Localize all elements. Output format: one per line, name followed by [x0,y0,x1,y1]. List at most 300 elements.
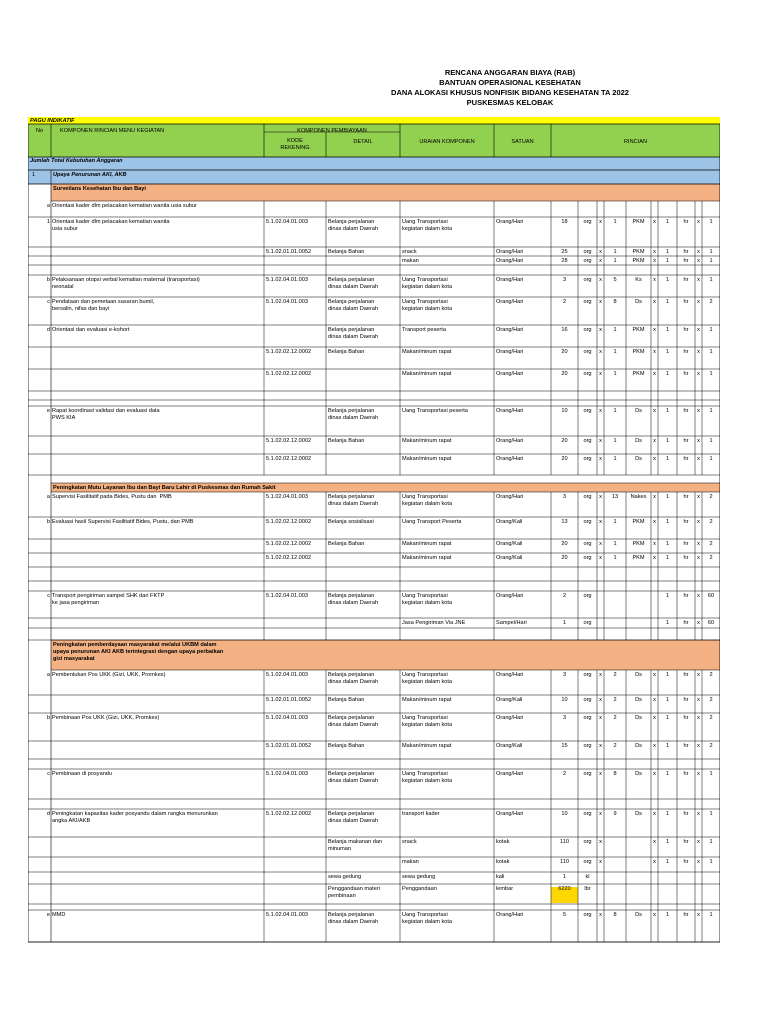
row-qty-unit: PKM [632,541,645,547]
row-detail: Belanja perjalanan dinas dalam Daerah [328,408,379,421]
row-days: 1 [665,859,670,865]
pagu-band [28,117,720,124]
row-uraian: sewa gedung [402,874,436,880]
row-unit: org [583,593,592,599]
row-detail: Belanja perjalanan dinas dalam Daerah [328,593,379,606]
row-activity: Pembinaan Pos UKK (Gizi, UKK, Promkes) [52,715,160,721]
row-unit: org [583,697,592,703]
row-times: x [697,859,700,865]
row-satuan: kotak [496,839,510,845]
row-days: 1 [665,371,670,377]
row-unit: org [583,249,592,255]
row-times: x [653,371,656,377]
row-volume: 3 [562,672,567,678]
jumlah-band [28,157,720,170]
row-number: e [46,912,50,918]
upaya-band [28,170,720,184]
row-frequency: 1 [709,327,713,333]
row-times: x [653,219,656,225]
row-unit: org [583,672,592,678]
row-times: x [697,219,700,225]
row-times: x [653,249,656,255]
row-days: 1 [665,456,670,462]
row-times: x [697,258,700,264]
row-satuan: Orang/Hari [496,349,524,355]
row-qty: 1 [613,519,617,525]
row-times: x [599,494,602,500]
row-times: x [653,438,656,444]
row-qty-unit: Ds [635,672,642,678]
row-detail: Belanja Bahan [328,743,365,749]
row-days: 1 [665,299,670,305]
row-times: x [599,408,602,414]
header-no: No [36,128,44,134]
row-frequency: 2 [709,672,713,678]
row-kode-rekening: 5.1.02.01.01.0052 [266,249,312,255]
row-days-unit: hr [683,299,689,305]
row-detail: sewa gedung [328,874,362,880]
row-volume: 3 [562,277,567,283]
row-detail: Belanja Bahan [328,541,365,547]
row-volume: 6220 [558,886,571,892]
row-frequency: 2 [709,519,713,525]
row-times: x [697,277,700,283]
row-number: c [47,771,50,777]
row-times: x [653,408,656,414]
row-unit: org [583,743,592,749]
row-kode-rekening: 5.1.02.04.01.003 [266,672,308,678]
row-times: x [599,456,602,462]
row-times: x [653,456,656,462]
row-days-unit: hr [683,438,689,444]
row-detail: Belanja perjalanan dinas dalam Daerah [328,494,379,507]
row-days: 1 [665,494,670,500]
row-qty: 2 [613,743,617,749]
row-frequency: 1 [709,277,713,283]
row-qty: 1 [613,349,617,355]
row-days-unit: hr [683,771,689,777]
row-satuan: Orang/Hari [496,258,524,264]
row-activity: Supervisi Fasilitatif pada Bides, Pustu dan PMB [52,494,172,500]
row-days-unit: hr [683,620,689,626]
row-qty-unit: PKM [632,371,645,377]
row-kode-rekening: 5.1.02.02.12.0002 [266,456,312,462]
row-satuan: Orang/Hari [496,408,524,414]
row-unit: org [583,715,592,721]
row-satuan: Orang/Hari [496,371,524,377]
row-qty: 2 [613,715,617,721]
row-days: 1 [665,811,670,817]
row-activity: Pembentukan Pos UKK (Gizi, UKK, Promkes) [52,672,166,678]
row-qty: 1 [613,371,617,377]
row-times: x [599,715,602,721]
row-volume: 3 [562,494,567,500]
row-uraian: Transport peserta [402,327,446,333]
row-days: 1 [665,349,670,355]
row-days-unit: hr [683,697,689,703]
row-times: x [599,811,602,817]
row-satuan: Orang/Hari [496,327,524,333]
row-times: x [599,771,602,777]
row-detail: Belanja Bahan [328,438,365,444]
jumlah-label: Jumlah Total Kebutuhan Anggaran [30,158,123,164]
row-number: d [46,811,50,817]
row-uraian: Uang Transport Peserta [402,519,462,525]
row-volume: 110 [560,859,569,865]
row-times: x [697,299,700,305]
row-times: x [697,349,700,355]
header-rincian: RINCIAN [624,139,647,145]
row-qty-unit: Ds [635,456,642,462]
row-days-unit: hr [683,672,689,678]
row-days: 1 [665,697,670,703]
row-unit: lbr [584,886,591,892]
row-unit: org [583,456,592,462]
row-volume: 18 [561,219,568,225]
row-days: 1 [665,249,670,255]
surveilans-band [51,184,720,201]
row-times: x [697,715,700,721]
row-times: x [697,620,700,626]
row-times: x [653,715,656,721]
row-activity: Orientasi kader dlm pelacakan kematian wanita usia subur [52,219,170,232]
row-detail: Belanja Bahan [328,697,365,703]
row-unit: org [583,219,592,225]
row-detail: Belanja perjalanan dinas dalam Daerah [328,811,379,824]
row-satuan: Orang/Kali [496,541,523,547]
row-unit: org [583,912,592,918]
row-volume: 110 [560,839,569,845]
row-days: 1 [665,743,670,749]
row-kode-rekening: 5.1.02.02.12.0002 [266,811,312,817]
row-uraian: transport kader [402,811,440,817]
row-frequency: 1 [709,811,713,817]
row-times: x [697,494,700,500]
row-frequency: 1 [709,219,713,225]
row-activity: Peningkatan kapasitas kader posyandu dalam rangka menurunkan angka AKI/AKB [52,811,218,824]
row-satuan: Orang/Hari [496,456,524,462]
row-volume: 2 [562,299,567,305]
row-detail: Belanja perjalanan dinas dalam Daerah [328,672,379,685]
surveilans-label: Surveilans Kesehatan Ibu dan Bayi [53,186,146,192]
row-satuan: Orang/Kali [496,519,523,525]
row-qty-unit: PKM [632,219,645,225]
row-volume: 20 [561,456,568,462]
row-unit: org [583,519,592,525]
row-detail: Belanja makanan dan minuman [328,839,383,852]
row-activity: Pelaksanaan otopsi verbal kematian maternal (transportasi) neonatal [52,277,200,290]
row-frequency: 1 [709,258,713,264]
row-times: x [697,771,700,777]
row-times: x [697,541,700,547]
row-activity: Orientasi dan evaluasi e-kohort [52,327,130,333]
row-times: x [697,249,700,255]
row-times: x [599,277,602,283]
header-komponen-pembiayaan: KOMPONEN PEMBIAYAAN [297,128,367,134]
row-days-unit: hr [683,258,689,264]
row-days-unit: hr [683,349,689,355]
row-uraian: Uang Transportasi kegiatan dalam kota [402,672,453,685]
row-times: x [653,327,656,333]
row-unit: org [583,327,592,333]
row-times: x [599,219,602,225]
row-volume: 10 [561,408,568,414]
row-number: c [47,593,50,599]
row-uraian: Uang Transportasi kegiatan dalam kota [402,219,453,232]
row-days-unit: hr [683,219,689,225]
row-times: x [599,912,602,918]
row-kode-rekening: 5.1.02.02.12.0002 [266,438,312,444]
row-kode-rekening: 5.1.02.02.12.0002 [266,555,312,561]
row-volume: 25 [561,249,568,255]
row-qty: 1 [613,327,617,333]
row-detail: Belanja perjalanan dinas dalam Daerah [328,771,379,784]
row-kode-rekening: 5.1.02.02.12.0002 [266,349,312,355]
row-qty-unit: Ds [635,771,642,777]
header-detail: DETAIL [353,139,373,145]
row-qty: 13 [611,494,619,500]
row-kode-rekening: 5.1.02.04.01.003 [266,715,308,721]
row-days-unit: hr [683,249,689,255]
row-detail: Belanja perjalanan dinas dalam Daerah [328,715,379,728]
row-satuan: Sampel/Hari [496,620,527,626]
row-times: x [697,672,700,678]
row-days: 1 [665,258,670,264]
row-unit: org [583,771,592,777]
row-qty-unit: Ds [635,438,642,444]
row-activity: MMD [52,912,66,918]
row-activity: Transport pengiriman sampel SHK dari FKTP ke jasa pengiriman [52,593,165,606]
row-satuan: Orang/Hari [496,277,524,283]
row-uraian: snack [402,249,417,255]
row-unit: org [583,408,592,414]
row-activity: Orientasi kader dlm pelacakan kematian wanita usia subur [52,203,197,209]
row-times: x [599,258,602,264]
row-volume: 20 [561,438,568,444]
peningkatan-mutu-label: Peningkatan Mutu Layanan Ibu dan Bayi Baru Lahir di Puskesmas dan Rumah Sakit [53,485,276,491]
row-satuan: Orang/Hari [496,438,524,444]
row-times: x [653,811,656,817]
row-frequency: 1 [709,408,713,414]
row-detail: Penggandaan materi pembinaan [328,886,380,899]
row-uraian: Uang Transportasi kegiatan dalam kota [402,912,453,925]
row-unit: org [583,438,592,444]
row-times: x [599,743,602,749]
row-days: 1 [665,593,670,599]
row-qty: 2 [613,697,617,703]
row-days: 1 [665,839,670,845]
row-activity: Pembinaan di posyandu [52,771,113,777]
row-number: b [46,277,50,283]
row-number: 1 [46,219,50,225]
row-qty-unit: Ds [635,811,642,817]
row-kode-rekening: 5.1.02.04.01.003 [266,219,308,225]
row-kode-rekening: 5.1.02.02.12.0002 [266,519,312,525]
row-uraian: Makan/minum rapat [402,349,452,355]
row-satuan: Orang/Hari [496,715,524,721]
row-qty-unit: PKM [632,327,645,333]
row-times: x [599,839,602,845]
row-frequency: 2 [709,494,713,500]
row-volume: 10 [561,811,568,817]
row-unit: org [583,299,592,305]
row-frequency: 1 [709,839,713,845]
row-times: x [599,555,602,561]
row-volume: 5 [562,912,567,918]
row-number: b [46,715,50,721]
row-days-unit: hr [683,371,689,377]
row-times: x [599,299,602,305]
row-qty-unit: PKM [632,349,645,355]
budget-table [28,117,720,943]
row-volume: 16 [561,327,568,333]
row-times: x [599,249,602,255]
row-times: x [599,349,602,355]
row-volume: 1 [562,874,567,880]
row-satuan: Orang/Hari [496,249,524,255]
row-detail: Belanja sosialisasi [328,519,374,525]
row-qty-unit: Nakes [630,494,647,500]
row-times: x [599,672,602,678]
row-frequency: 1 [709,859,713,865]
row-uraian: makan [402,859,419,865]
row-kode-rekening: 5.1.02.04.01.003 [266,912,308,918]
row-volume: 3 [562,715,567,721]
row-kode-rekening: 5.1.02.04.01.003 [266,771,308,777]
row-unit: org [583,494,592,500]
row-qty-unit: Ds [635,697,642,703]
row-unit: org [583,258,592,264]
row-times: x [599,859,602,865]
row-kode-rekening: 5.1.02.02.12.0002 [266,541,312,547]
row-uraian: Makan/minum rapat [402,697,452,703]
row-uraian: Makan/minum rapat [402,555,452,561]
row-unit: org [583,620,592,626]
row-detail: Belanja perjalanan dinas dalam Daerah [328,912,379,925]
row-times: x [599,697,602,703]
row-times: x [653,541,656,547]
row-times: x [653,771,656,777]
row-times: x [653,494,656,500]
row-days-unit: hr [683,859,689,865]
row-detail: Belanja perjalanan dinas dalam Daerah [328,219,379,232]
row-days: 1 [665,620,670,626]
row-uraian: Makan/minum rapat [402,541,452,547]
row-days-unit: hr [683,541,689,547]
row-days-unit: hr [683,494,689,500]
row-number: a [46,203,50,209]
header-kode-rekening: KODE REKENING [280,138,310,151]
row-kode-rekening: 5.1.02.02.12.0002 [266,371,312,377]
row-qty-unit: Ds [635,715,642,721]
pagu-label: PAGU INDIKATIF [30,118,75,124]
row-times: x [599,371,602,377]
row-qty: 8 [613,912,617,918]
row-uraian: Uang Transportasi kegiatan dalam kota [402,715,453,728]
row-satuan: Orang/Hari [496,912,524,918]
row-unit: org [583,371,592,377]
row-unit: org [583,349,592,355]
row-days: 1 [665,541,670,547]
row-uraian: Makan/minum rapat [402,438,452,444]
row-qty-unit: PKM [632,519,645,525]
row-satuan: lembar [496,886,514,892]
row-frequency: 2 [709,299,713,305]
row-times: x [653,555,656,561]
row-uraian: Makan/minum rapat [402,743,452,749]
row-frequency: 1 [709,349,713,355]
header-uraian: URAIAN KOMPONEN [419,139,475,145]
row-kode-rekening: 5.1.02.04.01.003 [266,593,308,599]
row-days-unit: hr [683,277,689,283]
row-days-unit: hr [683,715,689,721]
row-uraian: Uang Transportasi kegiatan dalam kota [402,593,453,606]
row-kode-rekening: 5.1.02.04.01.003 [266,277,308,283]
row-unit: org [583,839,592,845]
row-detail: Belanja Bahan [328,349,365,355]
row-days: 1 [665,408,670,414]
row-detail: Belanja perjalanan dinas dalam Daerah [328,299,379,312]
row-frequency: 1 [709,912,713,918]
row-times: x [599,438,602,444]
row-qty: 8 [613,771,617,777]
row-times: x [697,456,700,462]
row-times: x [599,541,602,547]
row-volume: 13 [561,519,568,525]
row-volume: 28 [561,258,568,264]
row-frequency: 2 [709,715,713,721]
row-days: 1 [665,771,670,777]
row-days-unit: hr [683,555,689,561]
row-times: x [653,299,656,305]
row-times: x [599,327,602,333]
row-qty: 1 [613,541,617,547]
row-kode-rekening: 5.1.02.01.01.0052 [266,697,312,703]
row-qty: 1 [613,438,617,444]
row-volume: 1 [562,620,567,626]
doc-title-line-1: RENCANA ANGGARAN BIAYA (RAB) [444,68,576,77]
row-frequency: 2 [709,697,713,703]
row-days: 1 [665,672,670,678]
row-uraian: Uang Transportasi kegiatan dalam kota [402,494,453,507]
row-uraian: Uang Transportasi peserta [402,408,468,414]
row-detail: Belanja perjalanan dinas dalam Daerah [328,277,379,290]
row-times: x [697,327,700,333]
row-number: b [46,519,50,525]
row-uraian: Penggandaan [402,886,437,892]
row-qty-unit: Ds [635,408,642,414]
header-komponen-rincian: KOMPONEN RINCIAN MENU KEGIATAN [60,128,165,134]
row-times: x [697,697,700,703]
row-days-unit: hr [683,839,689,845]
row-uraian: makan [402,258,419,264]
row-uraian: Uang Transportasi kegiatan dalam kota [402,771,453,784]
row-satuan: kotak [496,859,510,865]
row-qty: 8 [613,299,617,305]
row-activity: Pendataan dan pemetaan sasaran bumil, bersalin, nifas dan bayi [52,299,155,312]
row-days-unit: hr [683,593,689,599]
row-satuan: Orang/Kali [496,555,523,561]
row-uraian: Makan/minum rapat [402,456,452,462]
row-qty-unit: PKM [632,258,645,264]
row-volume: 20 [561,371,568,377]
row-days-unit: hr [683,811,689,817]
row-times: x [697,912,700,918]
row-satuan: Orang/Hari [496,771,524,777]
row-volume: 2 [562,593,567,599]
row-uraian: Makan/minum rapat [402,371,452,377]
row-number: d [46,327,50,333]
